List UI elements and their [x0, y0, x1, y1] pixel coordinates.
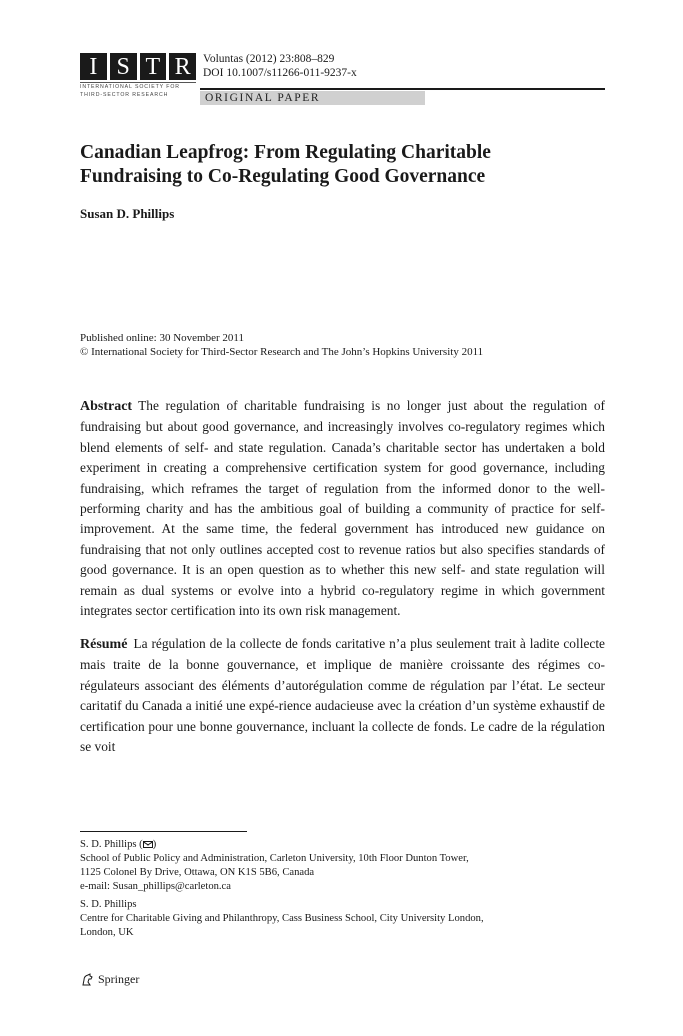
affiliation-2: [80, 898, 605, 940]
affiliation-1-author: [80, 838, 605, 852]
logo-letter: S: [110, 53, 137, 80]
logo-letter: T: [140, 53, 167, 80]
logo-subtitle-1: INTERNATIONAL SOCIETY FOR: [80, 84, 180, 90]
footnote-rule: [80, 831, 247, 832]
affiliation-2-line-1: Centre for Charitable Giving and Philanthropy, Cass Business School, City University London,: [80, 913, 484, 924]
paper-type-banner: ORIGINAL PAPER: [200, 91, 425, 105]
logo-letter: I: [80, 53, 107, 80]
author-name: Susan D. Phillips: [80, 206, 175, 221]
abstract: [80, 396, 605, 621]
doi: DOI 10.1007/s11266-011-9237-x: [203, 67, 357, 79]
resume-label: Résumé: [80, 637, 128, 652]
envelope-icon: [143, 841, 153, 848]
affiliation-1-line-1: School of Public Policy and Administration, Carleton University, 10th Floor Dunton Tower,: [80, 853, 469, 864]
affiliation-1-line-2: 1125 Colonel By Drive, Ottawa, ON K1S 5B6, Canada: [80, 867, 315, 878]
title-line-1: Canadian Leapfrog: From Regulating Charitable: [80, 142, 491, 163]
affiliation-2-author: S. D. Phillips: [80, 899, 137, 910]
abstract-label: Abstract: [80, 399, 133, 414]
istr-logo: [80, 53, 196, 99]
publication-info: [80, 331, 483, 359]
publisher-footer: [80, 972, 139, 987]
paper-title: [80, 141, 600, 189]
journal-info: [203, 52, 357, 80]
title-line-2: Fundraising to Co-Regulating Good Governance: [80, 166, 486, 187]
header-rule: [200, 88, 605, 90]
affiliation-1-name-end: ): [152, 839, 157, 850]
abstract-text: The regulation of charitable fundraising is no longer just about the regulation of fundraising but about good governance, and increasingly involves co-regulatory regimes which blend elements of self- and state regulation. Canada’s charitable sector has undertaken a bold experiment in creating a comprehensive certification system for good governance, including fundraising, which reframes the target of regulation from the informed donor to the well-performing charity and has the ambitious goal of building a community of practice for self-improvement. At the same time, the federal government has introduced new guidance on fundraising that not only outlines accepted cost to revenue ratios but also specifies standards of good governance. It is an open question as to whether this new self- and state regulation will remain as dual systems or evolve into a hybrid co-regulatory regime in which government integrates sector certification into its own risk management.: [80, 398, 605, 619]
resume-text: La régulation de la collecte de fonds caritative n’a plus seulement trait à ladite collecte mais traite de la bonne gouvernance, et implique de manière croissante des régimes co-régulateurs associant des éléments d’autorégulation comme de régulation par l’état. Le secteur caritatif du Canada a initié une expé-rience audacieuse avec la création d’un système exhaustif de certification pour une bonne gouvernance, incluant la collecte de fonds. Le cadre de la régulation se voit: [80, 636, 605, 755]
affiliation-1-name: S. D. Phillips (: [80, 839, 143, 850]
affiliation-1-email: e-mail: Susan_phillips@carleton.ca: [80, 881, 231, 892]
resume: [80, 634, 605, 757]
affiliation-2-line-2: London, UK: [80, 927, 134, 938]
published-date: Published online: 30 November 2011: [80, 332, 244, 344]
logo-letter: R: [169, 53, 196, 80]
journal-citation: Voluntas (2012) 23:808–829: [203, 53, 335, 65]
copyright-line: © International Society for Third-Sector Research and The John’s Hopkins University 2011: [80, 346, 484, 358]
affiliation-1: [80, 838, 605, 894]
logo-subtitle-2: THIRD-SECTOR RESEARCH: [80, 92, 169, 98]
springer-horse-icon: [80, 973, 94, 987]
logo-letter-boxes: [80, 53, 196, 80]
publisher-name: Springer: [98, 972, 140, 986]
